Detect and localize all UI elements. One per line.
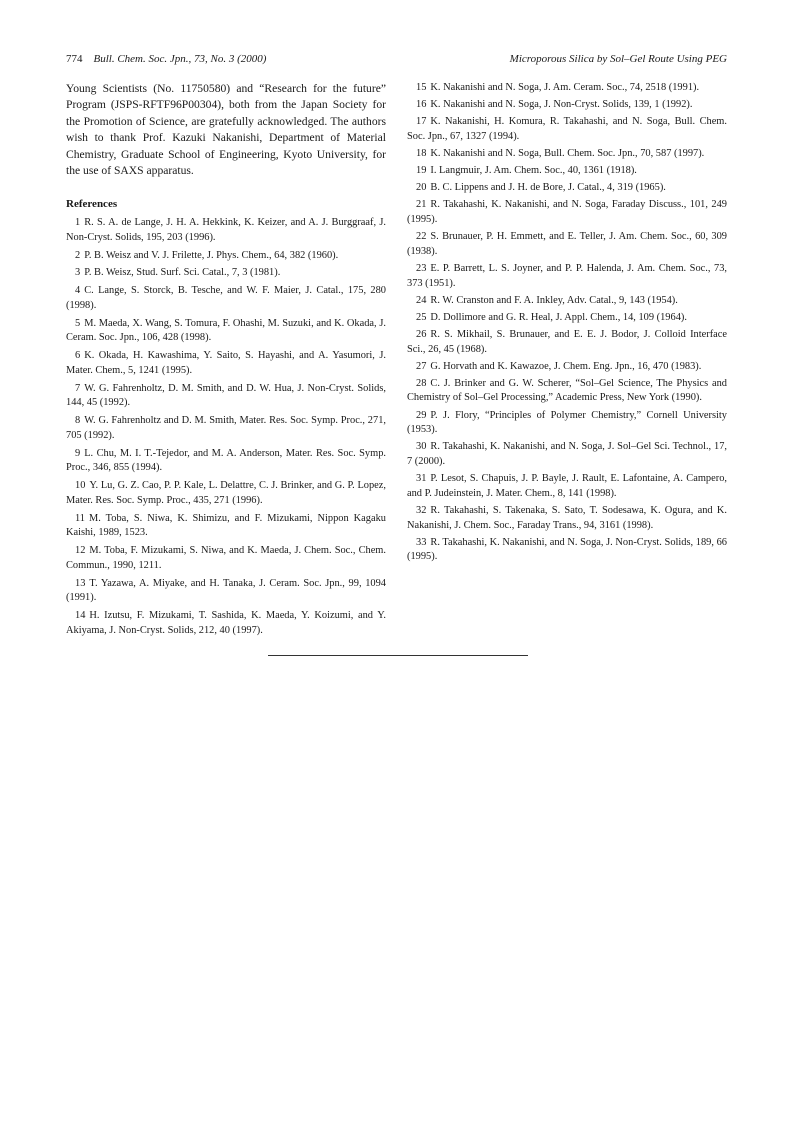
reference-item [66,447,386,476]
reference-number: 7 [75,382,81,394]
reference-text: M. Maeda, X. Wang, S. Tomura, F. Ohashi, M. Suzuki, and K. Okada, J. Ceram. Soc. Jpn., 106, 428 (1998). [66,317,386,344]
reference-number: 12 [75,545,86,557]
reference-text: C. J. Brinker and G. W. Scherer, “Sol–Gel Science, The Physics and Chemistry of Sol–Gel Processing,” Academic Press, New York (1990). [407,377,727,404]
right-column [407,81,727,568]
reference-text: K. Okada, H. Kawashima, Y. Saito, S. Hayashi, and A. Yasumori, J. Mater. Chem., 5, 1241 (1995). [66,350,386,376]
reference-item [66,609,386,638]
reference-item [66,216,386,245]
reference-item [66,512,386,541]
reference-number: 22 [416,231,427,243]
reference-item [66,544,386,573]
reference-list-right [407,81,727,565]
reference-item [66,266,386,281]
reference-text: P. Lesot, S. Chapuis, J. P. Bayle, J. Rault, E. Lafontaine, A. Campero, and P. Judeinstein, J. Mater. Chem., 8, 141 (1998). [407,473,727,499]
reference-item [66,284,386,313]
reference-text: G. Horvath and K. Kawazoe, J. Chem. Eng. Jpn., 16, 470 (1983). [430,360,702,372]
reference-number: 10 [75,480,86,492]
reference-text: I. Langmuir, J. Am. Chem. Soc., 40, 1361 (1918). [430,165,637,177]
reference-item [407,328,727,357]
reference-number: 5 [75,317,81,329]
reference-item [407,262,727,291]
reference-text: L. Chu, M. I. T.-Tejedor, and M. A. Anderson, Mater. Res. Soc. Symp. Proc., 346, 855 (1994). [66,447,386,474]
reference-item [407,164,727,179]
reference-text: P. B. Weisz, Stud. Surf. Sci. Catal., 7, 3 (1981). [84,267,281,279]
reference-item [407,98,727,113]
reference-item [407,440,727,469]
end-rule [268,655,528,656]
reference-item [407,147,727,162]
reference-text: R. Takahashi, K. Nakanishi, and N. Soga, Faraday Discuss., 101, 249 (1995). [407,199,727,225]
reference-number: 31 [416,473,427,485]
references-heading: References [66,198,118,211]
reference-text: T. Yazawa, A. Miyake, and H. Tanaka, J. Ceram. Soc. Jpn., 99, 1094 (1991). [66,577,386,604]
reference-text: R. Takahashi, K. Nakanishi, and N. Soga, J. Non-Cryst. Solids, 189, 66 (1995). [407,536,727,563]
reference-number: 23 [416,262,427,274]
reference-number: 28 [416,377,427,389]
reference-item [66,349,386,378]
reference-number: 3 [75,267,81,279]
reference-item [407,198,727,227]
reference-item [407,181,727,196]
reference-item [407,536,727,565]
reference-item [66,382,386,411]
reference-number: 15 [416,82,427,93]
running-header-left [66,53,266,65]
reference-item [407,311,727,326]
reference-text: C. Lange, S. Storck, B. Tesche, and W. F. Maier, J. Catal., 175, 280 (1998). [66,285,386,311]
reference-number: 33 [416,536,427,548]
reference-item [407,472,727,501]
reference-number: 6 [75,350,81,362]
reference-text: E. P. Barrett, L. S. Joyner, and P. P. Halenda, J. Am. Chem. Soc., 73, 373 (1951). [407,262,727,289]
reference-list-left [66,216,386,639]
reference-number: 27 [416,360,427,372]
reference-text: M. Toba, F. Mizukami, S. Niwa, and K. Maeda, J. Chem. Soc., Chem. Commun., 1990, 1211. [66,545,386,571]
reference-number: 8 [75,415,81,427]
reference-item [66,249,386,264]
reference-text: R. S. Mikhail, S. Brunauer, and E. E. J. Bodor, J. Colloid Interface Sci., 26, 45 (1968). [407,328,727,355]
reference-number: 20 [416,182,427,194]
journal-citation: Bull. Chem. Soc. Jpn., 73, No. 3 (2000) [93,53,267,65]
reference-number: 21 [416,199,427,211]
reference-text: P. J. Flory, “Principles of Polymer Chemistry,” Cornell University (1953). [407,409,727,436]
reference-number: 11 [75,512,86,524]
reference-text: R. Takahashi, K. Nakanishi, and N. Soga, J. Sol–Gel Sci. Technol., 17, 7 (2000). [407,441,727,468]
reference-number: 2 [75,249,81,261]
reference-item [407,504,727,533]
reference-number: 19 [416,165,427,177]
reference-text: B. C. Lippens and J. H. de Bore, J. Catal., 4, 319 (1965). [430,182,666,194]
reference-number: 9 [75,447,81,459]
reference-item [66,414,386,443]
reference-text: K. Nakanishi and N. Soga, J. Am. Ceram. Soc., 74, 2518 (1991). [430,82,700,93]
reference-item [407,294,727,309]
reference-item [407,409,727,438]
reference-number: 26 [416,328,427,340]
reference-text: R. Takahashi, S. Takenaka, S. Sato, T. Sodesawa, K. Ogura, and K. Nakanishi, J. Chem. Soc., Faraday Trans., 94, 3161 (1998). [407,504,727,531]
reference-number: 16 [416,99,427,111]
acknowledgment-paragraph: Young Scientists (No. 11750580) and “Research for the future” Program (JSPS-RFTF96P00304), both from the Japan Society for the Promotion of Science, are gratefully acknowledged. The authors wish to thank Prof. Kazuki Nakanishi, Department of Material Chemistry, Graduate School of Engineering, Kyoto University, for the use of SAXS apparatus. [66,82,386,178]
left-column [66,81,386,642]
reference-number: 13 [75,577,86,589]
reference-item [407,377,727,406]
reference-number: 1 [75,217,81,229]
reference-item [66,317,386,346]
reference-text: R. S. A. de Lange, J. H. A. Hekkink, K. Keizer, and A. J. Burggraaf, J. Non-Cryst. Solids, 195, 203 (1996). [66,217,386,243]
reference-item [407,115,727,144]
reference-number: 18 [416,147,427,159]
reference-text: K. Nakanishi and N. Soga, J. Non-Cryst. Solids, 139, 1 (1992). [430,99,693,111]
reference-number: 17 [416,116,427,128]
reference-text: D. Dollimore and G. R. Heal, J. Appl. Chem., 14, 109 (1964). [430,311,687,323]
running-title: Microporous Silica by Sol–Gel Route Using PEG [509,53,727,65]
reference-item [407,230,727,259]
reference-text: S. Brunauer, P. H. Emmett, and E. Teller, J. Am. Chem. Soc., 60, 309 (1938). [407,231,727,257]
reference-item [66,577,386,606]
reference-text: K. Nakanishi and N. Soga, Bull. Chem. Soc. Jpn., 70, 587 (1997). [430,147,705,159]
reference-text: M. Toba, S. Niwa, K. Shimizu, and F. Mizukami, Nippon Kagaku Kaishi, 1989, 1523. [66,512,386,539]
reference-text: P. B. Weisz and V. J. Frilette, J. Phys. Chem., 64, 382 (1960). [84,249,339,261]
reference-item [407,360,727,375]
reference-text: K. Nakanishi, H. Komura, R. Takahashi, and N. Soga, Bull. Chem. Soc. Jpn., 67, 1327 (1994). [407,116,727,142]
page-number: 774 [66,53,83,65]
reference-text: Y. Lu, G. Z. Cao, P. P. Kale, L. Delattre, C. J. Brinker, and G. P. Lopez, Mater. Res. Soc. Symp. Proc., 435, 271 (1996). [66,480,386,506]
reference-number: 24 [416,294,427,306]
reference-number: 32 [416,504,427,516]
reference-item [407,81,727,96]
reference-item [66,479,386,508]
reference-text: H. Izutsu, F. Mizukami, T. Sashida, K. Maeda, Y. Koizumi, and Y. Akiyama, J. Non-Cryst. Solids, 212, 40 (1997). [66,610,386,636]
reference-text: R. W. Cranston and F. A. Inkley, Adv. Catal., 9, 143 (1954). [430,294,678,306]
reference-number: 4 [75,285,81,297]
reference-number: 14 [75,610,86,622]
reference-number: 30 [416,441,427,453]
reference-number: 25 [416,311,427,323]
reference-number: 29 [416,409,427,421]
reference-text: W. G. Fahrenholtz and D. M. Smith, Mater. Res. Soc. Symp. Proc., 271, 705 (1992). [66,415,386,441]
reference-text: W. G. Fahrenholtz, D. M. Smith, and D. W. Hua, J. Non-Cryst. Solids, 144, 45 (1992). [66,382,386,409]
